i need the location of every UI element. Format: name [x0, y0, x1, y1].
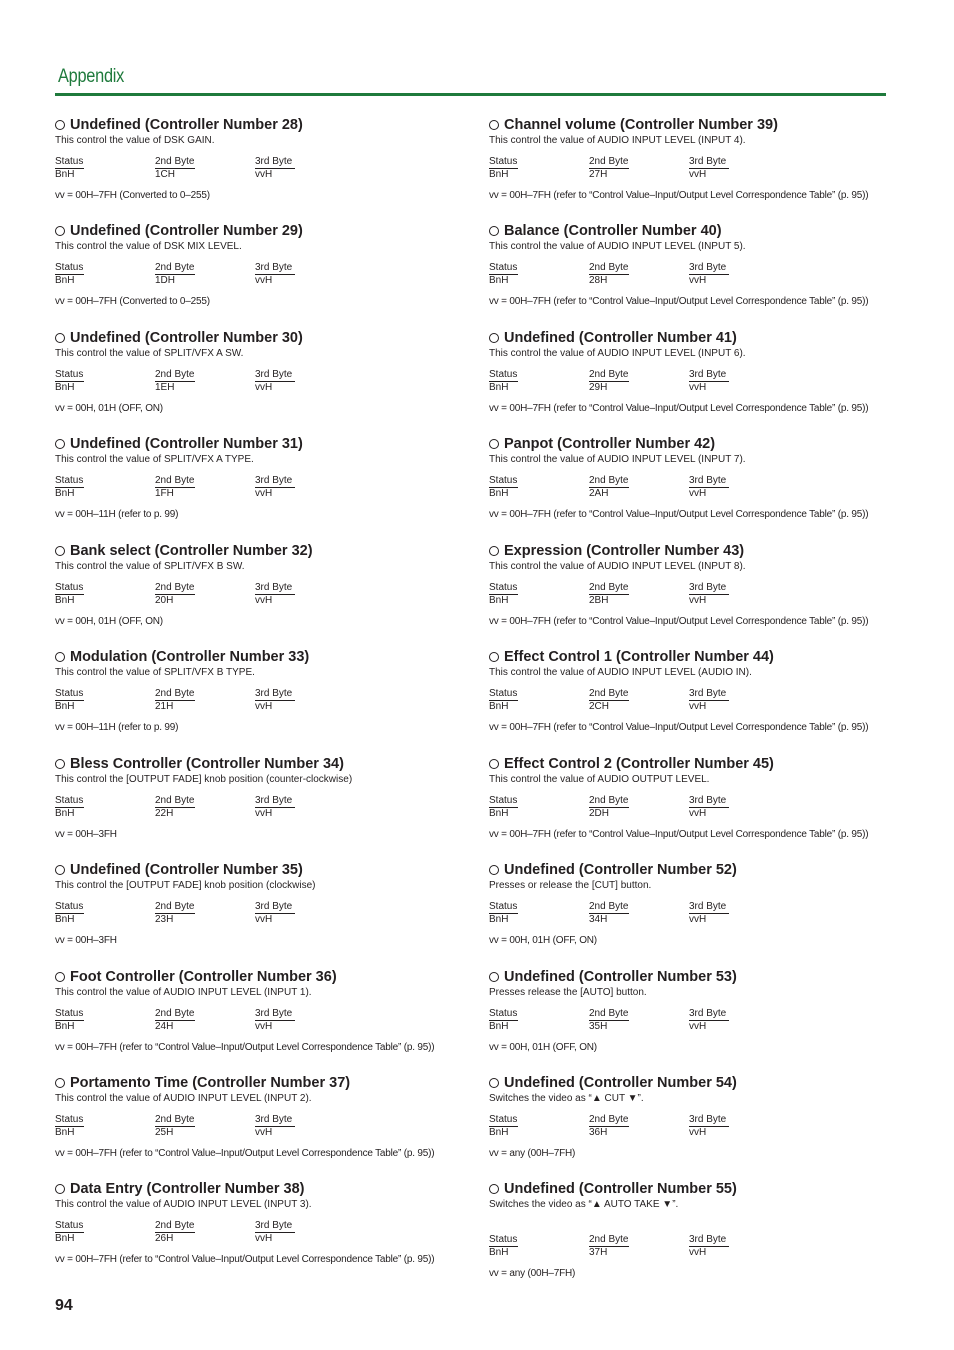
second-byte-value: 28H — [589, 275, 608, 286]
third-byte-header: 3rd Byte — [689, 1234, 729, 1247]
section-title-text: Undefined (Controller Number 52) — [504, 862, 737, 878]
status-value: BnH — [489, 275, 509, 286]
second-byte-header: 2nd Byte — [155, 688, 195, 699]
section-description: This control the value of DSK GAIN. — [55, 135, 215, 146]
third-byte-value: vvH — [689, 1021, 707, 1032]
section-description: This control the value of AUDIO INPUT LEVEL (INPUT 6). — [489, 348, 746, 359]
value-range-note: vv = 00H–7FH (refer to “Control Value–Input/Output Level Correspondence Table” (p. 95)) — [489, 829, 869, 840]
second-byte-value: 37H — [589, 1247, 608, 1258]
second-byte-value: 36H — [589, 1127, 608, 1138]
third-byte-header: 3rd Byte — [689, 582, 729, 595]
status-value: BnH — [489, 914, 509, 925]
section-title — [489, 649, 774, 665]
status-header: Status — [489, 369, 518, 380]
status-value: BnH — [489, 1021, 509, 1032]
third-byte-header: 3rd Byte — [689, 1114, 729, 1127]
section-title-text: Bank select (Controller Number 32) — [70, 543, 313, 559]
second-byte-value: 21H — [155, 701, 174, 712]
circle-bullet-icon — [55, 226, 65, 236]
status-value: BnH — [489, 701, 509, 712]
value-range-note: vv = 00H–7FH (refer to “Control Value–Input/Output Level Correspondence Table” (p. 95)) — [489, 616, 869, 627]
second-byte-header: 2nd Byte — [155, 1114, 195, 1125]
section-title — [55, 862, 303, 878]
value-range-note: vv = 00H, 01H (OFF, ON) — [55, 616, 163, 627]
third-byte-value: vvH — [689, 701, 707, 712]
circle-bullet-icon — [55, 865, 65, 875]
circle-bullet-icon — [55, 546, 65, 556]
section-title — [55, 756, 344, 772]
section-title — [55, 330, 303, 346]
status-value: BnH — [55, 914, 75, 925]
second-byte-value: 20H — [155, 595, 174, 606]
third-byte-value: vvH — [255, 808, 273, 819]
second-byte-header: 2nd Byte — [155, 795, 195, 806]
section-title-text: Undefined (Controller Number 28) — [70, 117, 303, 133]
status-header: Status — [55, 369, 84, 380]
section-description: Presses or release the [CUT] button. — [489, 880, 652, 891]
second-byte-value: 2BH — [589, 595, 609, 606]
section-title — [55, 1075, 350, 1091]
section-title-text: Channel volume (Controller Number 39) — [504, 117, 778, 133]
section-title-text: Undefined (Controller Number 54) — [504, 1075, 737, 1091]
third-byte-value: vvH — [689, 1127, 707, 1138]
section-title — [489, 330, 737, 346]
third-byte-value: vvH — [255, 275, 273, 286]
second-byte-header: 2nd Byte — [589, 795, 629, 806]
page-header-title: Appendix — [58, 66, 125, 87]
status-value: BnH — [489, 169, 509, 180]
value-range-note: vv = 00H–7FH (refer to “Control Value–Input/Output Level Correspondence Table” (p. 95)) — [489, 190, 869, 201]
third-byte-header: 3rd Byte — [255, 475, 295, 488]
third-byte-header: 3rd Byte — [689, 156, 729, 169]
status-value: BnH — [55, 169, 75, 180]
value-range-note: vv = 00H, 01H (OFF, ON) — [489, 1042, 597, 1053]
second-byte-header: 2nd Byte — [589, 582, 629, 593]
third-byte-value: vvH — [689, 488, 707, 499]
status-value: BnH — [55, 1127, 75, 1138]
status-header: Status — [489, 901, 518, 912]
section-title — [55, 117, 303, 133]
value-range-note: vv = 00H–7FH (refer to “Control Value–Input/Output Level Correspondence Table” (p. 95)) — [489, 403, 869, 414]
section-description: Switches the video as “▲ AUTO TAKE ▼”. — [489, 1199, 679, 1210]
status-value: BnH — [55, 1233, 75, 1244]
second-byte-value: 1DH — [155, 275, 176, 286]
second-byte-header: 2nd Byte — [155, 901, 195, 912]
section-description: This control the value of AUDIO INPUT LEVEL (INPUT 4). — [489, 135, 746, 146]
third-byte-value: vvH — [689, 595, 707, 606]
value-range-note: vv = 00H–3FH — [55, 829, 117, 840]
section-description: This control the value of SPLIT/VFX A TYPE. — [55, 454, 254, 465]
status-value: BnH — [55, 701, 75, 712]
circle-bullet-icon — [55, 1078, 65, 1088]
circle-bullet-icon — [489, 972, 499, 982]
status-header: Status — [55, 156, 84, 167]
status-value: BnH — [55, 382, 75, 393]
second-byte-header: 2nd Byte — [589, 1234, 629, 1245]
section-title-text: Undefined (Controller Number 35) — [70, 862, 303, 878]
section-title-text: Undefined (Controller Number 30) — [70, 330, 303, 346]
second-byte-header: 2nd Byte — [155, 262, 195, 273]
status-header: Status — [55, 1114, 84, 1125]
third-byte-header: 3rd Byte — [255, 1008, 295, 1021]
status-header: Status — [55, 901, 84, 912]
status-value: BnH — [489, 488, 509, 499]
status-header: Status — [55, 1220, 84, 1231]
section-description: This control the value of AUDIO INPUT LEVEL (AUDIO IN). — [489, 667, 752, 678]
status-header: Status — [489, 156, 518, 167]
second-byte-header: 2nd Byte — [589, 369, 629, 380]
status-header: Status — [55, 1008, 84, 1019]
third-byte-value: vvH — [255, 488, 273, 499]
second-byte-header: 2nd Byte — [155, 369, 195, 380]
section-title — [489, 756, 774, 772]
status-header: Status — [489, 688, 518, 699]
third-byte-value: vvH — [255, 701, 273, 712]
third-byte-header: 3rd Byte — [255, 1114, 295, 1127]
section-description: This control the value of AUDIO INPUT LEVEL (INPUT 8). — [489, 561, 746, 572]
second-byte-value: 26H — [155, 1233, 174, 1244]
circle-bullet-icon — [55, 1184, 65, 1194]
value-range-note: vv = 00H, 01H (OFF, ON) — [489, 935, 597, 946]
value-range-note: vv = 00H–11H (refer to p. 99) — [55, 509, 179, 520]
section-title-text: Bless Controller (Controller Number 34) — [70, 756, 344, 772]
second-byte-header: 2nd Byte — [155, 156, 195, 167]
section-description: This control the [OUTPUT FADE] knob position (counter-clockwise) — [55, 774, 353, 785]
third-byte-header: 3rd Byte — [689, 475, 729, 488]
value-range-note: vv = any (00H–7FH) — [489, 1268, 576, 1279]
third-byte-value: vvH — [255, 1127, 273, 1138]
section-title — [489, 436, 715, 452]
value-range-note: vv = 00H–3FH — [55, 935, 117, 946]
circle-bullet-icon — [55, 120, 65, 130]
second-byte-value: 29H — [589, 382, 608, 393]
status-value: BnH — [55, 488, 75, 499]
status-value: BnH — [55, 808, 75, 819]
third-byte-value: vvH — [255, 914, 273, 925]
section-title-text: Modulation (Controller Number 33) — [70, 649, 310, 665]
status-header: Status — [55, 475, 84, 486]
section-description: Presses release the [AUTO] button. — [489, 987, 647, 998]
section-title — [489, 117, 778, 133]
circle-bullet-icon — [489, 759, 499, 769]
second-byte-header: 2nd Byte — [155, 1008, 195, 1019]
status-header: Status — [489, 582, 518, 593]
third-byte-header: 3rd Byte — [255, 156, 295, 169]
section-title-text: Undefined (Controller Number 55) — [504, 1181, 737, 1197]
section-description: This control the value of AUDIO INPUT LEVEL (INPUT 1). — [55, 987, 312, 998]
third-byte-header: 3rd Byte — [255, 688, 295, 701]
status-header: Status — [489, 1008, 518, 1019]
status-header: Status — [489, 795, 518, 806]
section-title — [55, 649, 309, 665]
circle-bullet-icon — [489, 439, 499, 449]
section-description: This control the value of DSK MIX LEVEL. — [55, 241, 242, 252]
circle-bullet-icon — [55, 439, 65, 449]
value-range-note: vv = 00H–7FH (Converted to 0–255) — [55, 190, 210, 201]
third-byte-header: 3rd Byte — [689, 1008, 729, 1021]
second-byte-header: 2nd Byte — [589, 688, 629, 699]
section-title-text: Expression (Controller Number 43) — [504, 543, 745, 559]
circle-bullet-icon — [489, 1078, 499, 1088]
circle-bullet-icon — [489, 652, 499, 662]
second-byte-value: 1EH — [155, 382, 175, 393]
circle-bullet-icon — [489, 333, 499, 343]
second-byte-value: 27H — [589, 169, 608, 180]
second-byte-header: 2nd Byte — [589, 1114, 629, 1125]
value-range-note: vv = 00H–7FH (refer to “Control Value–Input/Output Level Correspondence Table” (p. 95)) — [489, 296, 869, 307]
section-title — [55, 543, 313, 559]
value-range-note: vv = 00H–7FH (refer to “Control Value–Input/Output Level Correspondence Table” (p. 95)) — [55, 1042, 435, 1053]
second-byte-value: 2CH — [589, 701, 610, 712]
value-range-note: vv = 00H–11H (refer to p. 99) — [55, 722, 179, 733]
section-title — [489, 223, 722, 239]
third-byte-value: vvH — [255, 169, 273, 180]
status-header: Status — [489, 475, 518, 486]
second-byte-value: 23H — [155, 914, 174, 925]
third-byte-header: 3rd Byte — [689, 795, 729, 808]
second-byte-value: 1FH — [155, 488, 174, 499]
section-description: This control the value of SPLIT/VFX B SW. — [55, 561, 245, 572]
header-divider — [55, 93, 886, 96]
value-range-note: vv = 00H–7FH (refer to “Control Value–Input/Output Level Correspondence Table” (p. 95)) — [489, 509, 869, 520]
circle-bullet-icon — [55, 333, 65, 343]
section-description: This control the value of AUDIO INPUT LEVEL (INPUT 5). — [489, 241, 746, 252]
section-title-text: Portamento Time (Controller Number 37) — [70, 1075, 351, 1091]
value-range-note: vv = 00H–7FH (Converted to 0–255) — [55, 296, 210, 307]
status-header: Status — [55, 795, 84, 806]
third-byte-value: vvH — [255, 1021, 273, 1032]
status-value: BnH — [489, 595, 509, 606]
third-byte-header: 3rd Byte — [689, 262, 729, 275]
third-byte-value: vvH — [689, 382, 707, 393]
third-byte-header: 3rd Byte — [255, 901, 295, 914]
third-byte-header: 3rd Byte — [689, 901, 729, 914]
value-range-note: vv = any (00H–7FH) — [489, 1148, 576, 1159]
status-header: Status — [55, 688, 84, 699]
section-description: This control the value of AUDIO OUTPUT LEVEL. — [489, 774, 710, 785]
section-title-text: Data Entry (Controller Number 38) — [70, 1181, 305, 1197]
status-value: BnH — [489, 808, 509, 819]
status-header: Status — [489, 1234, 518, 1245]
circle-bullet-icon — [489, 1184, 499, 1194]
third-byte-value: vvH — [689, 1247, 707, 1258]
section-title-text: Undefined (Controller Number 53) — [504, 969, 737, 985]
section-description: Switches the video as “▲ CUT ▼”. — [489, 1093, 644, 1104]
section-title — [55, 969, 337, 985]
second-byte-header: 2nd Byte — [155, 582, 195, 593]
second-byte-value: 2DH — [589, 808, 610, 819]
value-range-note: vv = 00H–7FH (refer to “Control Value–Input/Output Level Correspondence Table” (p. 95)) — [489, 722, 869, 733]
circle-bullet-icon — [489, 120, 499, 130]
circle-bullet-icon — [55, 759, 65, 769]
third-byte-header: 3rd Byte — [689, 688, 729, 701]
second-byte-header: 2nd Byte — [155, 475, 195, 486]
third-byte-value: vvH — [255, 595, 273, 606]
third-byte-header: 3rd Byte — [255, 369, 295, 382]
second-byte-value: 1CH — [155, 169, 176, 180]
third-byte-value: vvH — [689, 275, 707, 286]
section-title — [55, 223, 303, 239]
third-byte-value: vvH — [255, 1233, 273, 1244]
section-title — [489, 543, 744, 559]
section-title — [489, 1181, 737, 1197]
status-header: Status — [489, 1114, 518, 1125]
third-byte-header: 3rd Byte — [255, 262, 295, 275]
section-title-text: Undefined (Controller Number 29) — [70, 223, 303, 239]
section-title — [489, 862, 737, 878]
second-byte-header: 2nd Byte — [155, 1220, 195, 1231]
section-title — [55, 436, 303, 452]
section-title — [489, 969, 737, 985]
section-title-text: Undefined (Controller Number 41) — [504, 330, 737, 346]
circle-bullet-icon — [489, 226, 499, 236]
circle-bullet-icon — [55, 652, 65, 662]
section-title-text: Balance (Controller Number 40) — [504, 223, 722, 239]
status-value: BnH — [489, 1127, 509, 1138]
second-byte-value: 25H — [155, 1127, 174, 1138]
status-value: BnH — [55, 275, 75, 286]
section-title-text: Undefined (Controller Number 31) — [70, 436, 303, 452]
third-byte-value: vvH — [689, 169, 707, 180]
status-value: BnH — [55, 595, 75, 606]
section-description: This control the value of AUDIO INPUT LEVEL (INPUT 7). — [489, 454, 746, 465]
second-byte-value: 34H — [589, 914, 608, 925]
section-title-text: Foot Controller (Controller Number 36) — [70, 969, 337, 985]
value-range-note: vv = 00H–7FH (refer to “Control Value–Input/Output Level Correspondence Table” (p. 95)) — [55, 1148, 435, 1159]
status-header: Status — [489, 262, 518, 273]
second-byte-header: 2nd Byte — [589, 901, 629, 912]
third-byte-header: 3rd Byte — [255, 795, 295, 808]
third-byte-value: vvH — [255, 382, 273, 393]
section-description: This control the value of SPLIT/VFX A SW. — [55, 348, 244, 359]
circle-bullet-icon — [489, 546, 499, 556]
third-byte-header: 3rd Byte — [255, 1220, 295, 1233]
circle-bullet-icon — [55, 972, 65, 982]
section-description: This control the value of AUDIO INPUT LEVEL (INPUT 3). — [55, 1199, 312, 1210]
section-description: This control the value of SPLIT/VFX B TYPE. — [55, 667, 255, 678]
section-title — [489, 1075, 737, 1091]
third-byte-value: vvH — [689, 914, 707, 925]
third-byte-header: 3rd Byte — [255, 582, 295, 595]
second-byte-value: 2AH — [589, 488, 609, 499]
section-description: This control the value of AUDIO INPUT LEVEL (INPUT 2). — [55, 1093, 312, 1104]
second-byte-value: 35H — [589, 1021, 608, 1032]
second-byte-header: 2nd Byte — [589, 156, 629, 167]
value-range-note: vv = 00H, 01H (OFF, ON) — [55, 403, 163, 414]
value-range-note: vv = 00H–7FH (refer to “Control Value–Input/Output Level Correspondence Table” (p. 95)) — [55, 1254, 435, 1265]
section-title-text: Effect Control 1 (Controller Number 44) — [504, 649, 774, 665]
second-byte-value: 22H — [155, 808, 174, 819]
third-byte-value: vvH — [689, 808, 707, 819]
status-value: BnH — [489, 382, 509, 393]
circle-bullet-icon — [489, 865, 499, 875]
section-description: This control the [OUTPUT FADE] knob position (clockwise) — [55, 880, 316, 891]
second-byte-header: 2nd Byte — [589, 262, 629, 273]
status-value: BnH — [489, 1247, 509, 1258]
page-number: 94 — [55, 1297, 73, 1314]
status-header: Status — [55, 262, 84, 273]
second-byte-value: 24H — [155, 1021, 174, 1032]
status-header: Status — [55, 582, 84, 593]
second-byte-header: 2nd Byte — [589, 1008, 629, 1019]
second-byte-header: 2nd Byte — [589, 475, 629, 486]
status-value: BnH — [55, 1021, 75, 1032]
section-title-text: Effect Control 2 (Controller Number 45) — [504, 756, 774, 772]
third-byte-header: 3rd Byte — [689, 369, 729, 382]
section-title-text: Panpot (Controller Number 42) — [504, 436, 716, 452]
section-title — [55, 1181, 304, 1197]
